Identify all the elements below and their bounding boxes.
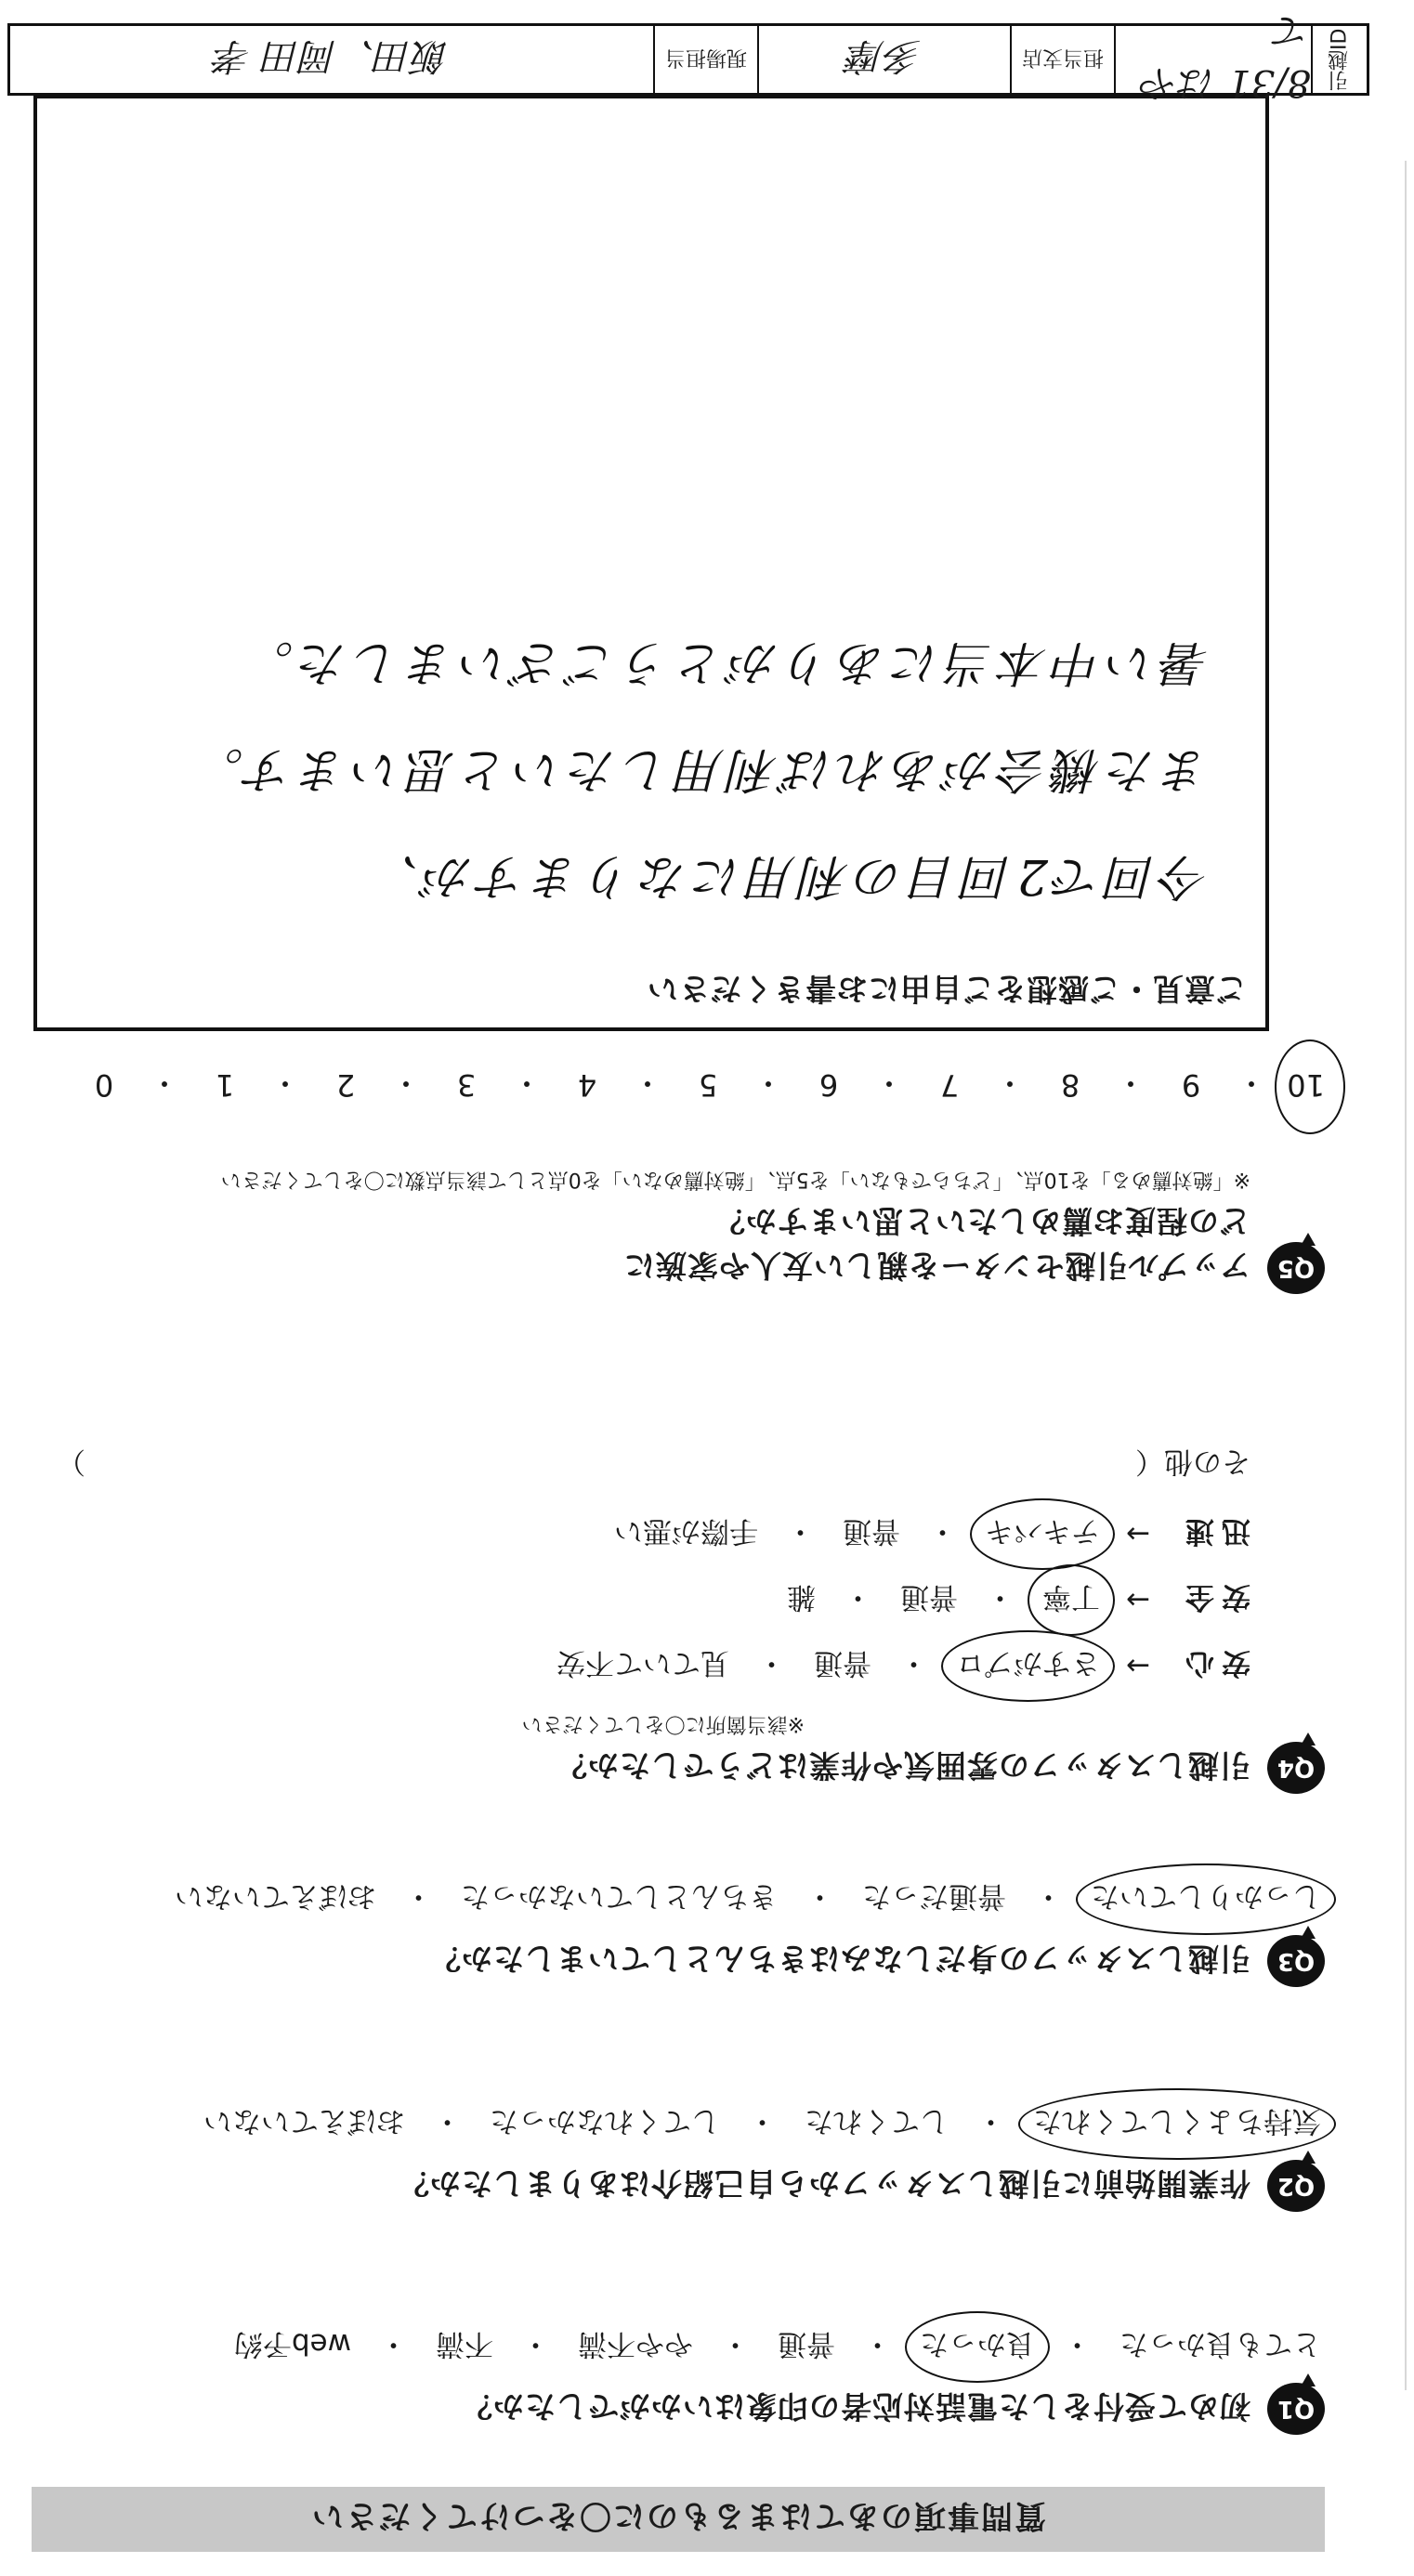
id-label: 引越ID <box>1328 28 1352 91</box>
q4-other-row <box>6 1444 1250 1485</box>
q3-options: しっかりしていた ・ 普通だった ・ きちんとしていなかった ・ おぼえていない <box>6 1878 1325 1920</box>
q1-option-selected[interactable]: 良かった <box>916 2326 1039 2368</box>
team-label: 現場担当 <box>665 46 748 70</box>
q4-option[interactable]: 見ていて不安 <box>556 1646 730 1680</box>
id-label-cell <box>1311 26 1367 93</box>
q5-text-line2: どの程度お薦めしたいと思いますか？ <box>714 1203 1250 1239</box>
q5-scale: 10 ・ 9 ・ 8 ・ 7 ・ 6 ・ 5 ・ 4 ・ 3 ・ 2 ・ 1 ・ 0 <box>91 1064 1325 1106</box>
team-label-cell <box>653 26 757 93</box>
q1-option[interactable]: 普通 <box>778 2327 835 2360</box>
q5-score[interactable]: 0 <box>94 1067 114 1103</box>
q4-other-label: その他（ <box>1135 1445 1250 1478</box>
question-4 <box>6 1444 1325 1796</box>
arrow-right-icon: → <box>1126 1583 1150 1617</box>
q2-badge: Q2 <box>1267 2160 1325 2212</box>
q5-score[interactable]: 8 <box>1060 1067 1080 1103</box>
q4-text: 引越しスタッフの雰囲気や作業はどうでしたか？ <box>556 1747 1250 1785</box>
q2-option[interactable]: してくれた <box>805 2104 949 2138</box>
q3-option[interactable]: 普通だった <box>862 1879 1006 1913</box>
q3-text: 引越しスタッフの身だしなみはきちんとしていましたか？ <box>429 1941 1250 1978</box>
q4-option[interactable]: 雑 <box>787 1580 817 1614</box>
comment-title: ご意見・ご感想をご自由にお書きください <box>647 971 1247 1007</box>
q1-text: 初めて受付をした電話対応者の印象はいかがでしたか？ <box>461 2388 1250 2426</box>
arrow-right-icon: → <box>1126 1649 1150 1683</box>
q1-option[interactable]: 不満 <box>436 2327 493 2360</box>
q4-option-selected[interactable]: テキパキ <box>981 1513 1104 1555</box>
q4-other-close: ） <box>57 1445 85 1478</box>
q5-score[interactable]: 7 <box>939 1067 960 1103</box>
q4-option[interactable]: 手際が悪い <box>614 1514 759 1548</box>
q5-badge: Q5 <box>1267 1242 1325 1294</box>
q4-row-label: 安全 <box>1178 1580 1250 1614</box>
question-2 <box>6 2103 1325 2214</box>
q3-badge: Q3 <box>1267 1935 1325 1987</box>
comment-box[interactable] <box>33 95 1269 1031</box>
q4-option-selected[interactable]: さすがプロ <box>952 1645 1104 1687</box>
instructions-text: 質問事項のあてはまるものに〇をつけてください <box>310 2497 1046 2535</box>
q2-option[interactable]: してくれなかった <box>490 2104 720 2138</box>
q2-option-selected[interactable]: 気持ちよくしてくれた <box>1029 2103 1325 2145</box>
scan-edge <box>1405 161 1407 2390</box>
q5-score[interactable]: 1 <box>215 1067 235 1103</box>
q5-score[interactable]: 5 <box>698 1067 718 1103</box>
q3-option[interactable]: きちんとしていなかった <box>461 1879 778 1913</box>
q5-score[interactable]: 9 <box>1181 1067 1201 1103</box>
q1-badge: Q1 <box>1267 2383 1325 2435</box>
q4-row-anshin: 安心 → さすがプロ ・ 普通 ・ 見ていて不安 <box>6 1645 1250 1687</box>
q5-score[interactable]: 6 <box>818 1067 839 1103</box>
q4-option[interactable]: 普通 <box>900 1580 959 1614</box>
q1-option[interactable]: web予約 <box>233 2327 351 2360</box>
comment-line: 暑い中本当にありがとうございました。 <box>239 634 1210 690</box>
q1-options: とても良かった ・ 良かった ・ 普通 ・ やや不満 ・ 不満 ・ web予約 <box>6 2326 1325 2368</box>
arrow-right-icon: → <box>1126 1517 1150 1551</box>
q4-option-selected[interactable]: 丁寧 <box>1039 1579 1104 1621</box>
question-5 <box>6 1167 1325 1294</box>
q1-option[interactable]: とても良かった <box>1119 2327 1321 2360</box>
id-value: 8/31 はやて <box>1141 8 1311 104</box>
q1-option[interactable]: やや不満 <box>578 2327 693 2360</box>
branch-label: 担当支店 <box>1022 46 1105 70</box>
id-value-cell <box>1114 8 1311 104</box>
q3-option-selected[interactable]: しっかりしていた <box>1087 1878 1325 1920</box>
q4-row-anzen: 安全 → 丁寧 ・ 普通 ・ 雑 <box>6 1579 1250 1621</box>
q4-row-jinsoku: 迅速 → テキパキ ・ 普通 ・ 手際が悪い <box>6 1513 1250 1555</box>
q2-options: 気持ちよくしてくれた ・ してくれた ・ してくれなかった ・ おぼえていない <box>6 2103 1325 2145</box>
instructions-banner <box>32 2487 1325 2552</box>
q4-badge: Q4 <box>1267 1742 1325 1794</box>
comment-line: 今回で2回目の利用になりますが、 <box>364 848 1210 904</box>
q3-option[interactable]: おぼえていない <box>175 1879 376 1913</box>
team-value: 飯田、岡田 孝 <box>214 34 450 78</box>
branch-value: 多摩 <box>847 34 922 78</box>
q4-note: ※該当箇所に〇をしてください <box>521 1712 805 1735</box>
question-3 <box>6 1878 1325 1989</box>
comment-line: また機会があれば利用したいと思います。 <box>190 741 1210 797</box>
q4-row-label: 迅速 <box>1178 1514 1250 1548</box>
staff-table <box>7 8 1369 104</box>
question-1 <box>6 2326 1325 2437</box>
q5-score[interactable]: 2 <box>335 1067 356 1103</box>
q2-option[interactable]: おぼえていない <box>203 2104 405 2138</box>
q5-score[interactable]: 4 <box>577 1067 597 1103</box>
branch-label-cell <box>1010 26 1114 93</box>
q5-note: ※「絶対薦める」を10点、「どちらでもない」を5点、「絶対薦めない」を0点として該当点数に〇をしてください <box>220 1168 1250 1191</box>
team-value-cell <box>10 26 653 93</box>
q5-score-selected[interactable]: 10 <box>1287 1067 1325 1103</box>
branch-value-cell <box>757 26 1010 93</box>
q4-option[interactable]: 普通 <box>843 1514 901 1548</box>
q4-option[interactable]: 普通 <box>814 1646 872 1680</box>
q4-row-label: 安心 <box>1178 1646 1250 1680</box>
q5-score[interactable]: 3 <box>456 1067 477 1103</box>
q2-text: 作業開始前に引越しスタッフから自己紹介はありましたか？ <box>398 2165 1250 2203</box>
q5-text-line1: アップル引越センターを親しい友人や家族に <box>622 1248 1250 1285</box>
